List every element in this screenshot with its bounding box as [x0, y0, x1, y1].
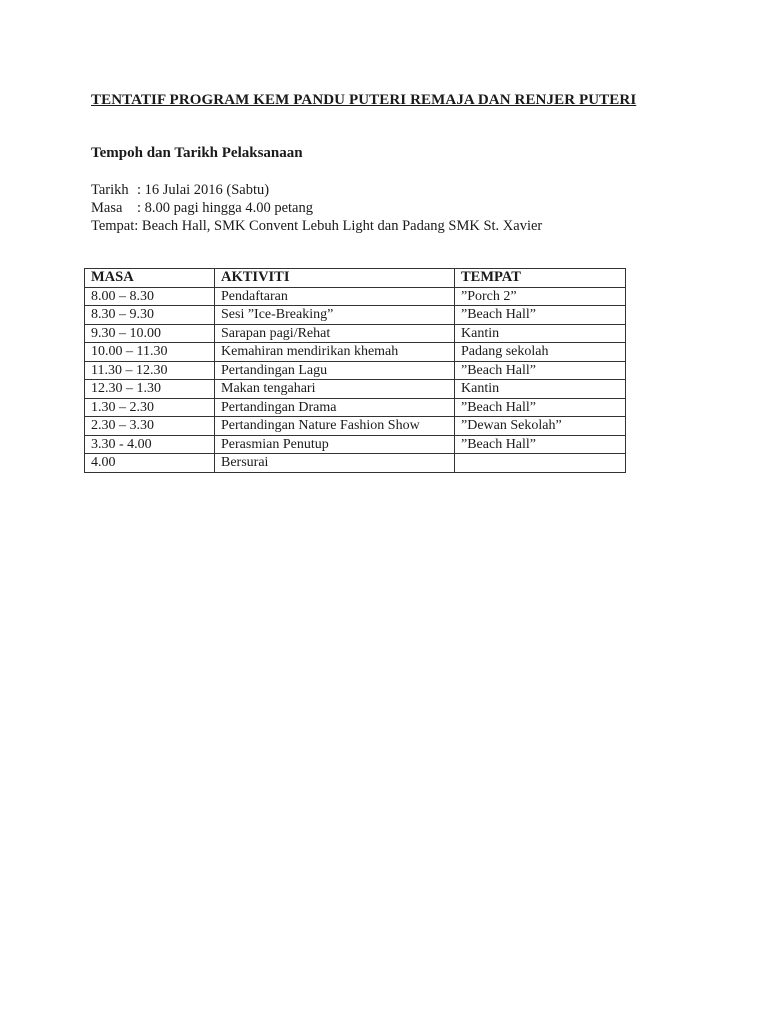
table-row [85, 306, 626, 325]
cell-masa: 8.00 – 8.30 [85, 287, 215, 306]
table-row [85, 454, 626, 473]
cell-aktiviti: Sesi ”Ice-Breaking” [215, 306, 455, 325]
cell-tempat [455, 454, 626, 473]
tempat-label: Tempat [91, 218, 135, 234]
table-header-row [85, 269, 626, 288]
cell-aktiviti: Pertandingan Drama [215, 398, 455, 417]
section-heading: Tempoh dan Tarikh Pelaksanaan [91, 145, 303, 161]
cell-masa: 10.00 – 11.30 [85, 343, 215, 362]
header-masa: MASA [85, 269, 215, 288]
table-row [85, 287, 626, 306]
cell-tempat: Padang sekolah [455, 343, 626, 362]
tempat-value: : Beach Hall, SMK Convent Lebuh Light dan Padang SMK St. Xavier [134, 218, 543, 234]
header-tempat: TEMPAT [455, 269, 626, 288]
table-row [85, 324, 626, 343]
event-info [91, 181, 542, 235]
cell-aktiviti: Pertandingan Nature Fashion Show [215, 417, 455, 436]
tarikh-label: Tarikh [91, 182, 129, 198]
schedule-table [84, 268, 626, 473]
cell-masa: 9.30 – 10.00 [85, 324, 215, 343]
cell-aktiviti: Bersurai [215, 454, 455, 473]
cell-masa: 3.30 - 4.00 [85, 435, 215, 454]
cell-tempat: Kantin [455, 380, 626, 399]
masa-value: : 8.00 pagi hingga 4.00 petang [137, 200, 313, 216]
cell-tempat: ”Beach Hall” [455, 361, 626, 380]
info-row-tarikh [91, 181, 542, 199]
cell-tempat: Kantin [455, 324, 626, 343]
cell-aktiviti: Makan tengahari [215, 380, 455, 399]
cell-tempat: ”Porch 2” [455, 287, 626, 306]
cell-tempat: ”Beach Hall” [455, 435, 626, 454]
cell-masa: 1.30 – 2.30 [85, 398, 215, 417]
info-row-masa [91, 199, 542, 217]
document-title: TENTATIF PROGRAM KEM PANDU PUTERI REMAJA DAN RENJER PUTERI [91, 92, 637, 108]
table-row [85, 417, 626, 436]
cell-aktiviti: Sarapan pagi/Rehat [215, 324, 455, 343]
cell-masa: 8.30 – 9.30 [85, 306, 215, 325]
header-aktiviti: AKTIVITI [215, 269, 455, 288]
cell-aktiviti: Pertandingan Lagu [215, 361, 455, 380]
cell-tempat: ”Dewan Sekolah” [455, 417, 626, 436]
cell-tempat: ”Beach Hall” [455, 398, 626, 417]
cell-aktiviti: Pendaftaran [215, 287, 455, 306]
table-row [85, 398, 626, 417]
table-row [85, 380, 626, 399]
masa-label: Masa [91, 200, 123, 216]
table-row [85, 435, 626, 454]
cell-masa: 4.00 [85, 454, 215, 473]
table-row [85, 361, 626, 380]
tarikh-value: : 16 Julai 2016 (Sabtu) [137, 182, 270, 198]
info-row-tempat [91, 217, 542, 235]
cell-masa: 2.30 – 3.30 [85, 417, 215, 436]
cell-tempat: ”Beach Hall” [455, 306, 626, 325]
cell-aktiviti: Perasmian Penutup [215, 435, 455, 454]
cell-masa: 11.30 – 12.30 [85, 361, 215, 380]
cell-masa: 12.30 – 1.30 [85, 380, 215, 399]
table-row [85, 343, 626, 362]
cell-aktiviti: Kemahiran mendirikan khemah [215, 343, 455, 362]
